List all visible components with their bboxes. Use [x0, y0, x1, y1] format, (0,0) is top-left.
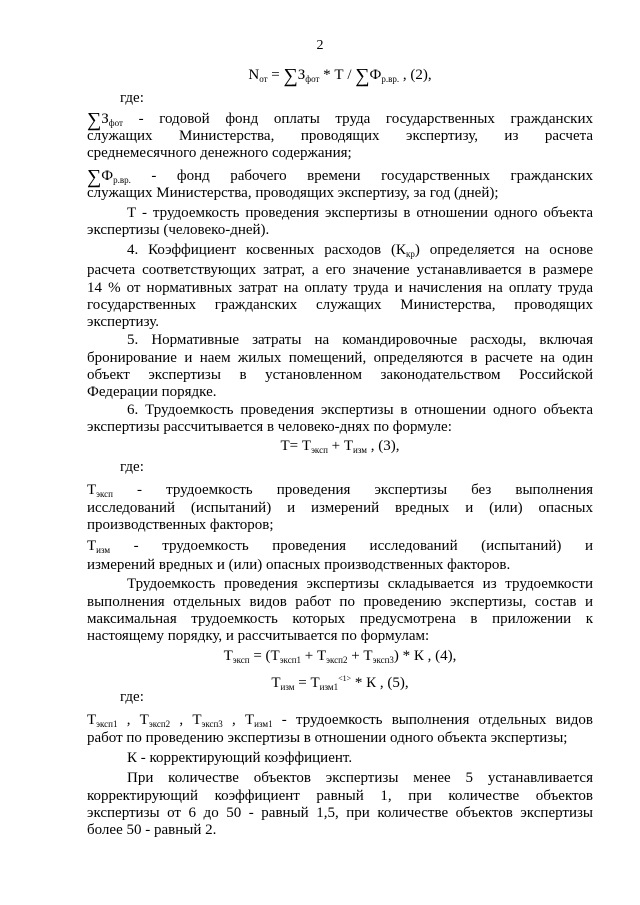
definition-k: К - корректирующий коэффициент. — [127, 750, 353, 766]
page-number: 2 — [316, 38, 324, 53]
formula-4: $Т_{эксп} = (Т_{эксп1} + Т_{эксп2} + Т_{эксп3}) * К$ , (4), — [223, 648, 457, 665]
formula-5: $Т_{изм} = Т_{изм1}^{<1>} * К$ , (5), — [271, 674, 409, 692]
formula-2: $N_{от} = \sum З_{фот} * Т / \sum Ф_{р.вр.}$ , (2), — [248, 65, 432, 87]
where-label-1: где: — [120, 90, 144, 106]
formula-3: $Т= Т_{эксп} + Т_{изм}$ , (3), — [280, 438, 400, 455]
where-label-2: где: — [120, 459, 144, 475]
where-label-3: где: — [120, 689, 144, 705]
document-page: 2 $N_{от} = \sum З_{фот} * Т / \sum Ф_{р.вр.}$ , (2), где: $\sum З_{фот}$ - годовой фонд оплаты труда государственных гражданских служащих Министерства, проводящих экспертизу, из расчета среднемесячного денежного содержания; $\sum Ф_{р.вр.}$ - фонд рабочего времени государственных гражданских служащих Министерства, проводящих экспертизу, за год (дней); Т - трудоемкость проведения экспертизы в отношении одного объекта экспертизы (человеко-дней). 4. Коэффициент косвенных расходов $(К_{кр})$ определяется на основе расчета соответствующих затрат, а его значение устанавливается в размере 14 % от нормативных затрат на оплату труда и начисления на оплату труда государственных гражданских служащих Министерства, проводящих экспертизу. 5. Нормативные затраты на командировочные расходы, включая бронирование и наем жилых помещений, определяются в расчете на один объект экспертизы в установленном законодательством Российской Федерации порядке. 6. Трудоемкость проведения экспертизы в отношении одного объекта экспертизы рассчитывается в человеко-днях по формуле: $Т= Т_{эксп} + Т_{изм}$ , (3), где: $Т_{эксп}$ - трудоемкость проведения экспертизы без выполнения исследований (испытаний) и измерений вредных и (или) опасных производственных факторов; $Т_{изм}$ - трудоемкость проведения исследований (испытаний) и измерений вредных и (или) опасных производственных факторов. Трудоемкость проведения экспертизы складывается из трудоемкости выполнения отдельных видов работ по проведению экспертизы, состав и максимальная трудоемкость которых предусмотрена в приложении к настоящему порядку, и рассчитывается по формулам: $Т_{эксп} = (Т_{эксп1} + Т_{эксп2} + Т_{эксп3}) * К$ , (4), $Т_{изм} = Т_{изм1}^{<1>} * К$ , (5), где: $Т_{эксп1}$ , $Т_{эксп2}$ , $Т_{эксп3}$ , $Т_{изм1}$ - трудоемкость выполнения отдельных видов работ по проведению экспертизы в отношении одного объекта экспертизы; К - корректирующий коэффициент. При количестве объектов экспертизы менее 5 устанавливается корректирующий коэффициент равный 1, при количестве объектов экспертизы от 6 до 50 - равный 1,5, при количестве объектов экспертизы более 50 - равный 2. — [0, 0, 640, 905]
